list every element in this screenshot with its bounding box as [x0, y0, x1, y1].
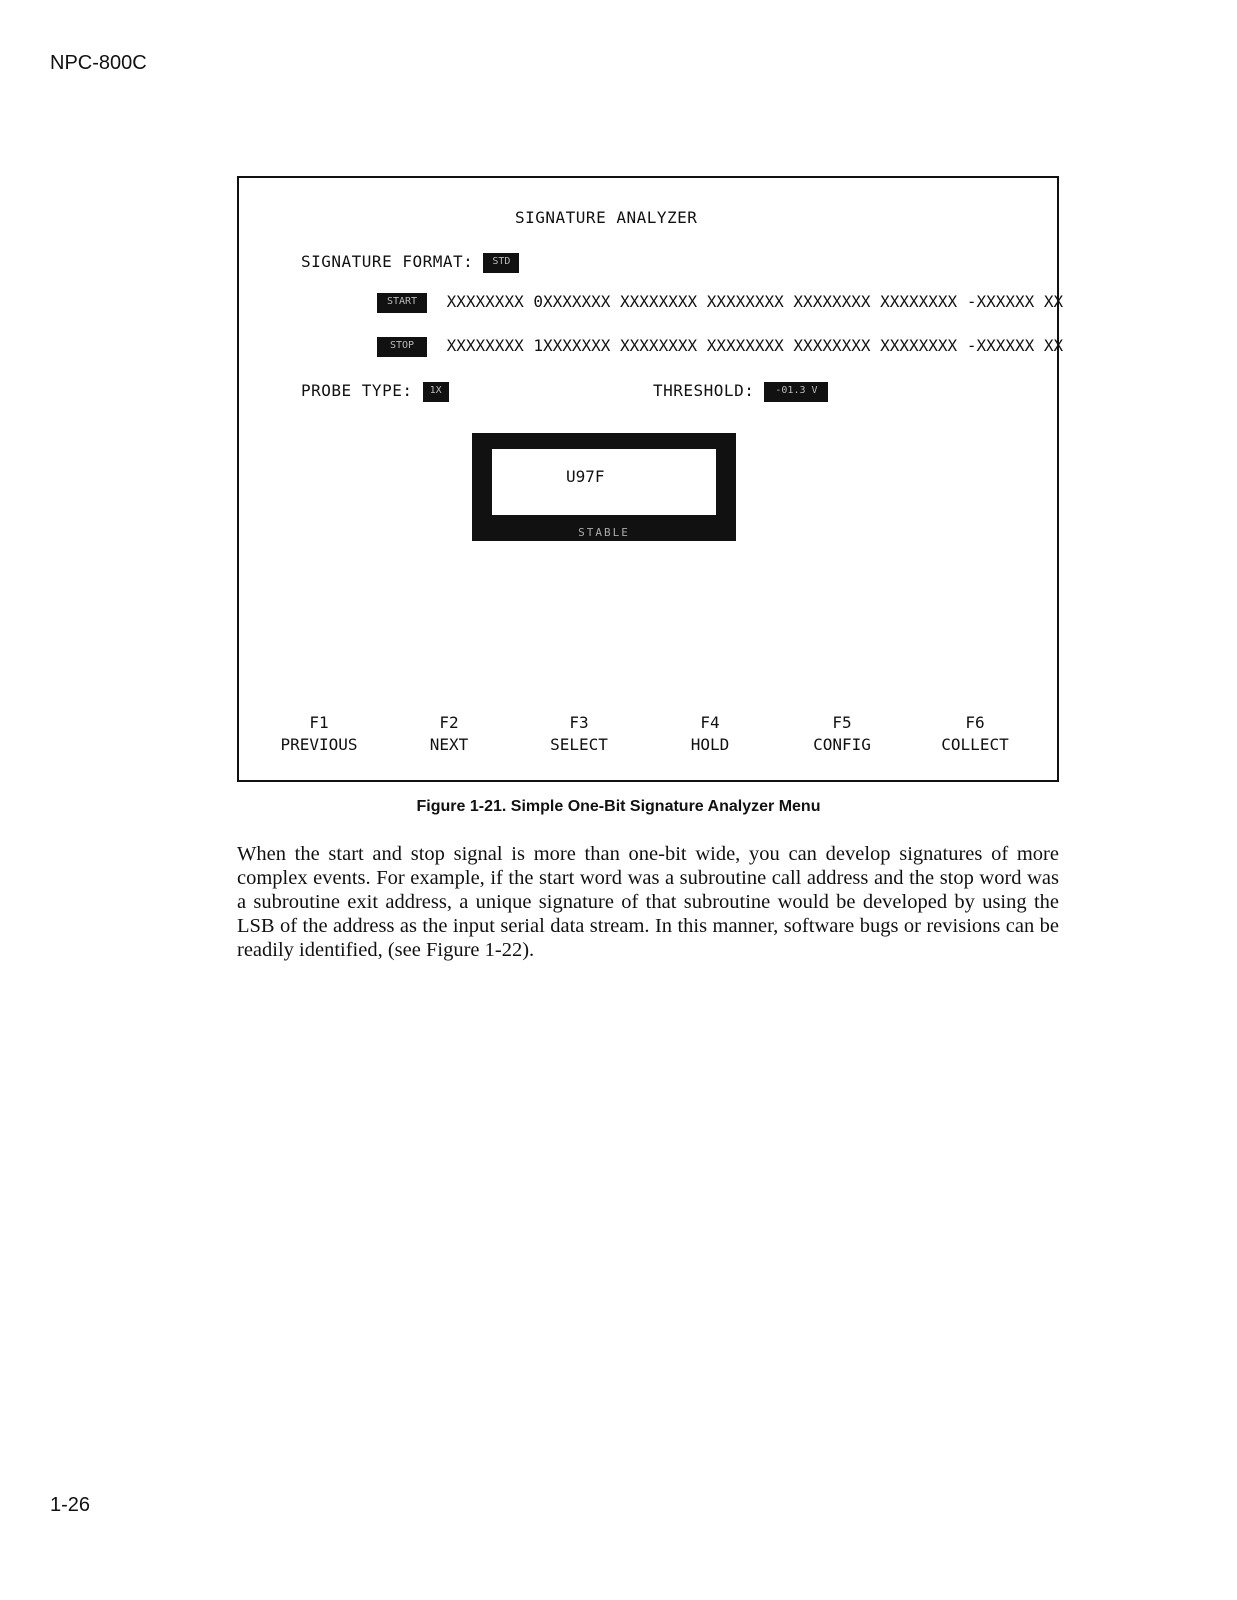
f3-select-key[interactable]: [519, 712, 639, 756]
signature-analyzer-screen: [237, 176, 1064, 782]
signature-format-row: [301, 252, 519, 273]
start-label[interactable]: START: [377, 293, 427, 313]
start-values: XXXXXXXX 0XXXXXXX XXXXXXXX XXXXXXXX XXXXXXXX XXXXXXXX -XXXXXX XX: [446, 292, 1064, 311]
f1-key-label: F1: [309, 713, 329, 732]
f4-action-label: HOLD: [690, 735, 730, 754]
f2-action-label: NEXT: [429, 735, 469, 754]
page-header: NPC-800C: [50, 52, 147, 74]
signature-format-label: SIGNATURE FORMAT:: [301, 252, 474, 271]
figure-caption: Figure 1-21. Simple One-Bit Signature Analyzer Menu: [416, 798, 821, 815]
page-number: 1-26: [50, 1494, 91, 1516]
f5-key-label: F5: [832, 713, 852, 732]
f2-key-label: F2: [439, 713, 459, 732]
probe-type-value[interactable]: 1X: [423, 382, 449, 402]
stop-label[interactable]: STOP: [377, 337, 427, 357]
signature-value: U97F: [566, 467, 605, 486]
threshold-value[interactable]: -01.3 V: [764, 382, 828, 402]
signature-display-panel: [492, 449, 716, 515]
f3-key-label: F3: [569, 713, 589, 732]
f4-hold-key[interactable]: [650, 712, 770, 756]
body-paragraph: When the start and stop signal is more than one-bit wide, you can develop signatures of more complex events. For example, if the start word was a subroutine call address and the stop word was a subroutine exit address, a unique signature of that subroutine would be developed by using the LSB of the address as the input serial data stream. In this manner, software bugs or revisions can be readily identified, (see Figure 1-22).: [237, 843, 1059, 961]
probe-type-row: [301, 381, 449, 402]
f5-action-label: CONFIG: [813, 735, 871, 754]
probe-type-label: PROBE TYPE:: [301, 381, 413, 400]
f4-key-label: F4: [700, 713, 720, 732]
f6-action-label: COLLECT: [941, 735, 1009, 754]
threshold-label: THRESHOLD:: [653, 381, 755, 400]
signature-status: STABLE: [578, 526, 630, 539]
f6-key-label: F6: [965, 713, 985, 732]
f3-action-label: SELECT: [550, 735, 608, 754]
threshold-row: [653, 381, 828, 402]
signature-display-box: [472, 433, 736, 541]
f1-action-label: PREVIOUS: [280, 735, 358, 754]
screen-title: SIGNATURE ANALYZER: [515, 208, 698, 227]
signature-format-value[interactable]: STD: [483, 253, 519, 273]
stop-row: [377, 336, 1063, 357]
f1-previous-key[interactable]: [259, 712, 379, 756]
f2-next-key[interactable]: [389, 712, 509, 756]
f6-collect-key[interactable]: [915, 712, 1035, 756]
f5-config-key[interactable]: [782, 712, 902, 756]
start-row: [377, 292, 1063, 313]
stop-values: XXXXXXXX 1XXXXXXX XXXXXXXX XXXXXXXX XXXXXXXX XXXXXXXX -XXXXXX XX: [446, 336, 1064, 355]
